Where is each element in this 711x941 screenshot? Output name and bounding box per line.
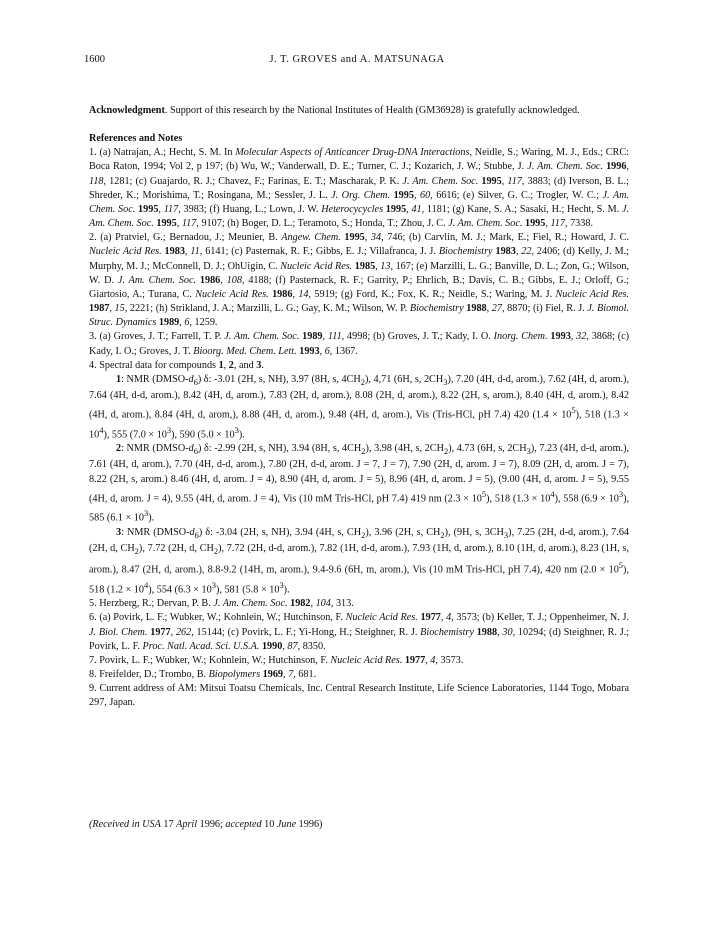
- page-number: 1600: [84, 54, 105, 65]
- reference-7: 7. Povirk, L. F.; Wubker, W.; Kohnlein, W.; Hutchinson, F. Nucleic Acid Res. 1977, 4, 3573.: [89, 654, 464, 666]
- reference-9: 9. Current address of AM: Mitsui Toatsu Chemicals, Inc. Central Research Institute, Life Science Laboratories, 1144 Togo, Mobara 297, Japan.: [89, 683, 629, 709]
- reference-4-intro: 4. Spectral data for compounds 1, 2, and 3.: [89, 359, 264, 371]
- spectral-compound-1: 1: NMR $(DMSO-d_6)$ δ: -3.01 (2H, s, NH), 3.97 (8H, s, $4CH_2$), 4,71 (6H, s, $2CH_3$), 7.20 (4H, d-d, arom.), 7.62 (4H, d, arom.), 7.64 (4H, d-d, arom.), 8.42 (4H, d, arom.), 7.83 (2H, d, arom.), 8.08 (2H, d, arom.), 8.22 (2H, s, arom.), 8.40 (4H, d, arom.), 8.42 (4H, d, arom.), 8.84 (4H, d, arom,), 8.88 (4H, d, arom.), 9.48 (4H, d, arom.), Vis (Tris-HCl, pH 7.4) 420 $(1.4 \times 10^5)$, 518 $(1.3 \times 10^4)$, 555 $(7.0 \times 10^3)$, 590 $(5.0 \times 10^3)$.: [89, 373, 629, 441]
- spectral-compound-2: 2: NMR $(DMSO-d_6)$ δ: -2.99 (2H, s, NH), 3.94 (8H, s, $4CH_2$), 3.98 (4H, s, $2CH_2$), 4.73 (6H, s, $2CH_3$), 7.23 (4H, d-d, arom.), 7.61 (4H, d, arom.), 7.70 (4H, d-d, arom.), 7.80 (2H, d-d, arom. J = 7, J = 7), 7.90 (2H, d, arom. J = 7), 8.09 (2H, d, arom. J = 7), 8.22 (2H, s, arom.) 8.46 (4H, d, arom. J = 4), 8.90 (4H, d, arom. J = 5), 8.96 (4H, d, arom. J = 5), (9.00 (4H, d, arom. J = 5), 9.55 (4H, d, arom. J = 4), 9.55 (4H, d, arom. J = 4), Vis (10 mM Tris-HCl, pH 7.4) 419 nm $(2.3 \times 10^5)$, 518 $(1.3 \times 10^4)$, 558 $(6.9 \times 10^3)$, 585 $(6.1 \times 10^3)$.: [89, 443, 630, 524]
- running-head: J. T. GROVES and A. MATSUNAGA: [269, 54, 445, 65]
- spectral-compound-3: 3: NMR $(DMSO-d_6)$ δ: -3.04 (2H, s, NH), 3.94 (4H, s, $CH_2$), 3.96 (2H, s, $CH_2$), (9H, s, $3CH_3$), 7.25 (2H, d-d, arom.), 7.64 (2H, d, $CH_2$), 7.72 (2H, d, $CH_2$), 7.72 (2H, d-d, arom.), 7.82 (1H, d-d, arom.), 7.93 (1H, d, arom.), 8.10 (1H, d, arom.), 8.23 (1H, s, arom.), 8.47 (2H, d, arom.), 8.8-9.2 (14H, m, arom.), 9.4-9.6 (6H, m, arom.), Vis (10 mM Tris-HCl, pH 7.4), 420 nm $(2.0 \times 10^5)$, 518 $(1.2 \times 10^4)$, 554 $(6.3 \times 10^3)$, 581 $(5.8 \times 10^3)$.: [89, 526, 630, 596]
- acknowledgment-label: Acknowledgment: [89, 105, 165, 116]
- reference-5: 5. Herzberg, R.; Dervan, P. B. J. Am. Chem. Soc. 1982, 104, 313.: [89, 598, 354, 610]
- reference-3: 3. (a) Groves, J. T.; Farrell, T. P. J. Am. Chem. Soc. 1989, 111, 4998; (b) Groves, J. T.; Kady, I. O. Inorg. Chem. 1993, 32, 3868; (c) Kady, I. O.; Groves, J. T. Bioorg. Med. Chem. Lett. 1993, 6, 1367.: [89, 331, 630, 357]
- acknowledgment: [89, 104, 629, 118]
- reference-1: 1. (a) Natrajan, A.; Hecht, S. M. In Molecular Aspects of Anticancer Drug-DNA Interactions, Neidle, S.; Waring, M. J., Eds.; CRC: Boca Raton, 1994; Vol 2, p 197; (b) Wu, W.; Vanderwall, D. E.; Turner, C. J.; Kozarich, J. W.; Stubbe, J. J. Am. Chem. Soc. 1996, 118, 1281; (c) Guajardo, R. J.; Chavez, F.; Farinas, E. T.; Mascharak, P. K. J. Am. Chem. Soc. 1995, 117, 3883; (d) Iverson, B. L.; Shreder, K.; Morishima, T.; Rosingana, M.; Sessler, J. L. J. Org. Chem. 1995, 60, 6616; (e) Silver, G. C.; Trogler, W. C.; J. Am. Chem. Soc. 1995, 117, 3983; (f) Huang, L.; Lown, J. W. Heterocycycles 1995, 41, 1181; (g) Kane, S. A.; Sasaki, H.; Hecht, S. M. J. Am. Chem. Soc. 1995, 117, 9107; (h) Boger, D. L.; Teramoto, S.; Honda, T.; Zhou, J. C. J. Am. Chem. Soc. 1995, 117, 7338.: [89, 147, 630, 230]
- page-header: [84, 54, 630, 70]
- references-heading: References and Notes: [89, 133, 183, 145]
- reference-6: 6. (a) Povirk, L. F.; Wubker, W.; Kohnlein, W.; Hutchinson, F. Nucleic Acid Res. 1977, 4, 3573; (b) Keller, T. J.; Oppenheimer, N. J. J. Biol. Chem. 1977, 262, 15144; (c) Povirk, L. F.; Yi-Hong, H.; Steighner, R. J. Biochemistry 1988, 30, 10294; (d) Steighner, R. J.; Povirk, L. F. Proc. Natl. Acad. Sci. U.S.A. 1990, 87, 8350.: [89, 612, 630, 652]
- reference-8: 8. Freifelder, D.; Trombo, B. Biopolymers 1969, 7, 681.: [89, 669, 317, 681]
- reference-2: 2. (a) Pratviel, G.; Bernadou, J.; Meunier, B. Angew. Chem. 1995, 34, 746; (b) Carvlin, M. J.; Mark, E.; Fiel, R.; Howard, J. C. Nucleic Acid Res. 1983, 11, 6141; (c) Pasternak, R. F.; Gibbs, E. J.; Villafranca, J. J. Biochemistry 1983, 22, 2406; (d) Kelly, J. M.; Murphy, M. J.; McConnell, D. J.; OhUigin, C. Nucleic Acid Res. 1985, 13, 167; (e) Marzilli, L. G.; Banville, D. L.; Zon, G.; Wilson, W. D. J. Am. Chem. Soc. 1986, 108, 4188; (f) Pasternack, R. F.; Garrity, P.; Ehrlich, B.; Davis, C. B.; Gibbs, E. J.; Orloff, G.; Giartosio, A.; Turana, C. Nucleic Acid Res. 1986, 14, 5919; (g) Ford, K.; Fox, K. R.; Neidle, S.; Waring, M. J. Nucleic Acid Res. 1987, 15, 2221; (h) Strikland, J. A.; Marzilli, L. G.; Gay, K. M.; Wilson, W. P. Biochemistry 1988, 27, 8870; (i) Fiel, R. J. J. Biomol. Struc. Dynamics 1989, 6, 1259.: [89, 232, 630, 329]
- article-body: [89, 104, 629, 711]
- received-date: (Received in USA 17 April 1996; accepted 10 June 1996): [89, 819, 323, 830]
- acknowledgment-text: . Support of this research by the National Institutes of Health (GM36928) is gratefully acknowledged.: [164, 105, 580, 116]
